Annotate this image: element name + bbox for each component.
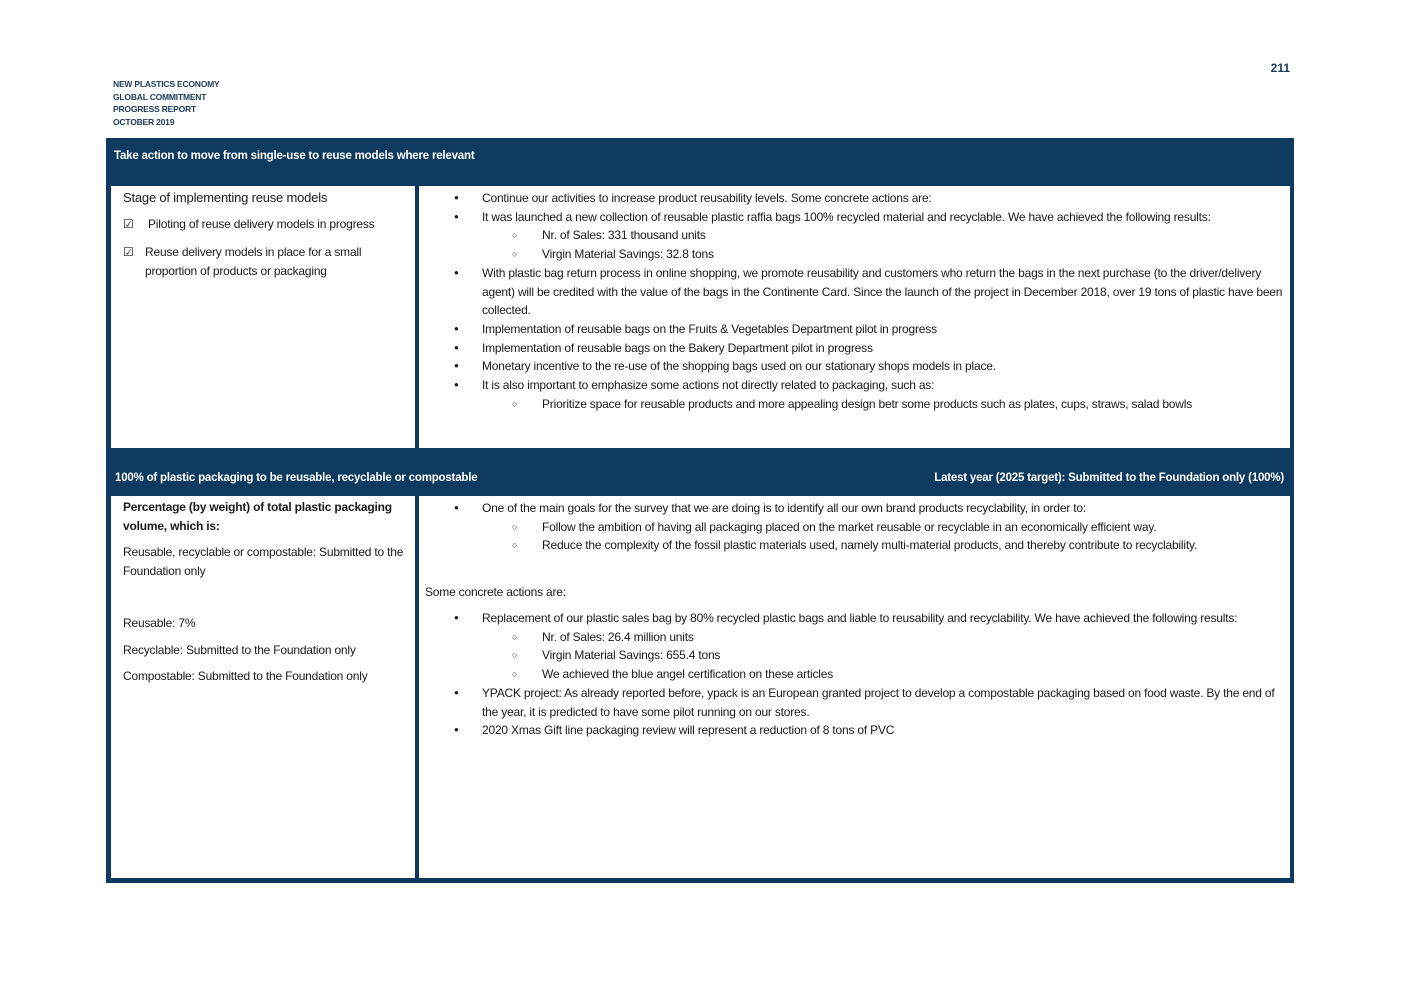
- recyclable-value: Recyclable: Submitted to the Foundation only: [123, 643, 356, 657]
- section-title: 100% of plastic packaging to be reusable, recyclable or compostable: [115, 472, 478, 484]
- bullet-text: It is also important to emphasize some actions not directly related to packaging, such as:: [482, 378, 935, 393]
- checked-item-label: Piloting of reuse delivery models in progress: [148, 217, 375, 231]
- bullet-text: 2020 Xmas Gift line packaging review will represent a reduction of 8 tons of PVC: [482, 723, 895, 738]
- reusable-value: Reusable: 7%: [123, 616, 196, 630]
- bullet-item: [419, 721, 1290, 740]
- sub-bullet-list: [482, 628, 1284, 684]
- packaging-percentage-cell: [111, 496, 415, 878]
- compostable-value: Compostable: Submitted to the Foundation only: [123, 669, 368, 683]
- report-header-line: NEW PLASTICS ECONOMY: [113, 79, 220, 89]
- bullet-text: Implementation of reusable bags on the Bakery Department pilot in progress: [482, 340, 873, 355]
- sub-bullet-list: [482, 518, 1284, 555]
- sub-bullet-item: ○ Virgin Material Savings: 32.8 tons: [482, 245, 1284, 264]
- bullet-item: [419, 339, 1290, 358]
- bullet-text: With plastic bag return process in online shopping, we promote reusability and customers who return the bags in the next purchase (to the driver/delivery agent) will be credited with the value of the bags in the Continente Card. Since the launch of the project in December 2018, over 19 tons of plastic have been collected.: [482, 265, 1283, 318]
- section-header-reuse: [106, 138, 1294, 183]
- reuse-actions-list: [419, 189, 1290, 413]
- bullet-item: [419, 376, 1290, 413]
- sub-bullet-list: [482, 226, 1284, 263]
- bullet-text: Monetary incentive to the re-use of the shopping bags used on our stationary shops models in place.: [482, 359, 996, 374]
- bullet-item: [419, 357, 1290, 376]
- sub-bullet-item: ○ Nr. of Sales: 331 thousand units: [482, 226, 1284, 245]
- reuse-actions-cell: [419, 186, 1290, 448]
- bullet-text: Implementation of reusable bags on the Fruits & Vegetables Department pilot in progress: [482, 321, 937, 336]
- sub-bullet-item: ○ Follow the ambition of having all packaging placed on the market reusable or recyclable in an economically efficient way.: [482, 518, 1284, 537]
- report-header: [113, 78, 220, 128]
- bullet-text: It was launched a new collection of reusable plastic raffia bags 100% recycled material and recyclable. We have achieved the following results:: [482, 209, 1211, 224]
- checked-item-label: Reuse delivery models in place for a small proportion of products or packaging: [145, 245, 362, 278]
- recyclability-actions-cell: [419, 496, 1290, 878]
- concrete-actions-label: Some concrete actions are:: [425, 585, 566, 599]
- report-header-line: OCTOBER 2019: [113, 116, 175, 127]
- bullet-item: [419, 609, 1290, 684]
- recyclability-goals-list: [419, 499, 1290, 555]
- percentage-heading: Percentage (by weight) of total plastic packaging volume, which is:: [123, 500, 392, 533]
- commitment-table: [106, 138, 1294, 883]
- sub-bullet-item: ○ Prioritize space for reusable products and more appealing design betr some products such as plates, cups, straws, salad bowls: [482, 395, 1284, 414]
- bullet-item: [419, 684, 1290, 721]
- checkbox-checked-icon: ☑: [123, 245, 134, 259]
- bullet-item: [419, 264, 1290, 320]
- bullet-item: [419, 320, 1290, 339]
- checked-item: [123, 243, 413, 280]
- bullet-text: Replacement of our plastic sales bag by 80% recycled plastic bags and liable to reusability and recyclability. We have achieved the following results:: [482, 611, 1238, 625]
- combined-value: Reusable, recyclable or compostable: Submitted to the Foundation only: [123, 545, 404, 578]
- recyclability-actions-list: [419, 609, 1290, 740]
- sub-bullet-item: ○ We achieved the blue angel certification on these articles: [482, 665, 1284, 684]
- checked-item: [123, 215, 413, 234]
- stage-heading: Stage of implementing reuse models: [123, 190, 328, 205]
- bullet-text: Continue our activities to increase product reusability levels. Some concrete actions are:: [482, 191, 932, 205]
- bullet-item: [419, 189, 1290, 208]
- page-number: 211: [1270, 61, 1290, 75]
- sub-bullet-item: ○ Nr. of Sales: 26.4 million units: [482, 628, 1284, 647]
- bullet-text: YPACK project: As already reported before, ypack is an European granted project to develop a compostable packaging based on food waste. By the end of the year, it is predicted to have some pilot running on our stores.: [482, 685, 1275, 719]
- sub-bullet-list: [482, 395, 1284, 414]
- sub-bullet-item: ○ Reduce the complexity of the fossil plastic materials used, namely multi-material products, and thereby contribute to recyclability.: [482, 536, 1284, 555]
- sub-bullet-item: ○ Virgin Material Savings: 655.4 tons: [482, 646, 1284, 665]
- bullet-text: One of the main goals for the survey that we are doing is to identify all our own brand products recyclability, in order to:: [482, 501, 1086, 515]
- section-header-recyclable: [106, 450, 1294, 496]
- checkbox-checked-icon: ☑: [123, 217, 134, 231]
- reuse-stage-cell: [111, 186, 415, 448]
- section-title: Take action to move from single-use to reuse models where relevant: [114, 150, 475, 162]
- bullet-item: [419, 208, 1290, 264]
- section-target: Latest year (2025 target): Submitted to the Foundation only (100%): [934, 472, 1284, 484]
- report-header-line: PROGRESS REPORT: [113, 104, 196, 114]
- bullet-item: [419, 499, 1290, 555]
- report-header-line: GLOBAL COMMITMENT: [113, 91, 207, 102]
